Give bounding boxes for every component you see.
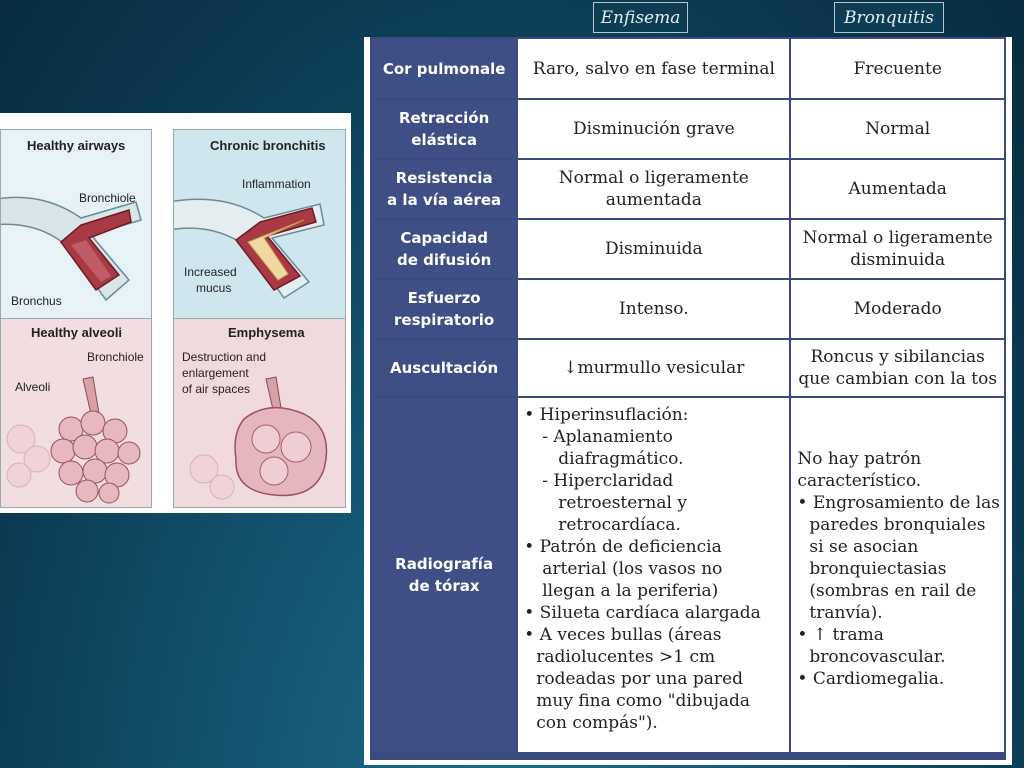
row-header [371, 397, 517, 753]
cell-line: Intenso. [619, 299, 689, 319]
table-row [371, 159, 1005, 219]
cell-line: Moderado [853, 299, 942, 319]
row-header-line: Capacidad [400, 229, 488, 247]
bullet-item: • Cardiomegalia. [797, 669, 945, 689]
bullet-item: • Silueta cardíaca alargada [524, 603, 761, 623]
bullet-item: • Hiperinsuflación: [524, 405, 689, 425]
bullet-cont: radiolucentes >1 cm [536, 647, 716, 667]
cell-line: Normal o ligeramente [802, 228, 993, 248]
sub-item: retroesternal y [558, 493, 687, 513]
emphysema-drawing [174, 319, 346, 508]
text-line: No hay patrón [797, 449, 922, 469]
cell-bronquitis [790, 99, 1005, 159]
bullet-cont: (sombras en rail de [809, 581, 977, 601]
row-header-line: Esfuerzo [407, 289, 481, 307]
bullet-item: • Engrosamiento de las [797, 493, 1000, 513]
table-row-radiografia [371, 397, 1005, 753]
sub-item: - Aplanamiento [542, 427, 673, 447]
table-bottom-border [370, 752, 1006, 760]
row-header-line: de tórax [408, 577, 480, 595]
bullet-item: • A veces bullas (áreas [524, 625, 722, 645]
row-header [371, 38, 517, 99]
row-header [371, 279, 517, 339]
sub-item: diafragmático. [558, 449, 684, 469]
cell-bronquitis-radiografia [790, 397, 1005, 753]
cell-enfisema [517, 339, 790, 397]
bullet-cont: bronquiectasias [809, 559, 947, 579]
label-bronchiole-alveoli: Bronchiole [87, 350, 144, 364]
header-enfisema: Enfisema [593, 2, 688, 33]
cell-bronquitis [790, 339, 1005, 397]
sub-item: - Hiperclaridad [542, 471, 674, 491]
comparison-table [370, 37, 1006, 754]
label-bronchiole: Bronchiole [79, 191, 136, 205]
bullet-cont: llegan a la periferia) [542, 581, 719, 601]
row-header [371, 159, 517, 219]
row-header [371, 339, 517, 397]
cell-bronquitis [790, 219, 1005, 279]
cell-line: ↓murmullo vesicular [563, 358, 745, 378]
cell-enfisema [517, 159, 790, 219]
table-row [371, 38, 1005, 99]
bullet-cont: broncovascular. [809, 647, 946, 667]
cell-line: Normal [865, 119, 931, 139]
bullet-item: • Patrón de deficiencia [524, 537, 722, 557]
label-alveoli: Alveoli [15, 380, 51, 394]
row-header-line: Radiografía [395, 555, 494, 573]
row-header-line: Retracción [398, 109, 490, 127]
healthy-airway-drawing [1, 130, 152, 320]
cell-line: Frecuente [853, 58, 942, 79]
cell-line: Disminuida [604, 239, 703, 259]
cell-bronquitis [790, 38, 1005, 99]
row-header-line: de difusión [396, 251, 492, 269]
cell-enfisema [517, 38, 790, 99]
cell-line: aumentada [605, 190, 702, 210]
row-header-line: Resistencia [395, 169, 493, 187]
row-header-line: elástica [411, 131, 477, 149]
cell-line: Roncus y sibilancias [810, 347, 985, 367]
table-row [371, 99, 1005, 159]
row-header [371, 99, 517, 159]
row-header-line: respiratorio [394, 311, 495, 329]
cell-line: Normal o ligeramente [558, 168, 749, 188]
label-destruction: Destruction and [182, 350, 267, 364]
cell-line: Raro, salvo en fase terminal [532, 58, 775, 79]
cell-enfisema-radiografia [517, 397, 790, 753]
title-healthy-airways: Healthy airways [27, 138, 126, 153]
label-enlargement: enlargement [182, 366, 249, 380]
title-chronic-bronchitis: Chronic bronchitis [210, 138, 326, 153]
bullet-cont: si se asocian [809, 537, 919, 557]
healthy-alveoli-drawing [1, 319, 152, 508]
table-row [371, 339, 1005, 397]
label-mucus: mucus [196, 281, 232, 295]
bullet-cont: paredes bronquiales [809, 515, 986, 535]
cell-enfisema [517, 279, 790, 339]
cell-line: que cambian con la tos [798, 369, 998, 389]
label-air-spaces: of air spaces [182, 382, 251, 396]
bullet-cont: rodeadas por una pared [536, 669, 744, 689]
header-bronquitis: Bronquitis [834, 2, 944, 33]
comparison-table-container [364, 37, 1012, 765]
bullet-cont: tranvía). [809, 603, 883, 623]
label-bronchus: Bronchus [11, 294, 62, 308]
cell-line: disminuida [850, 250, 946, 270]
cell-bronquitis [790, 159, 1005, 219]
bullet-cont: con compás"). [536, 713, 658, 733]
row-header-line: Cor pulmonale [382, 59, 506, 78]
row-header [371, 219, 517, 279]
airways-illustration [0, 113, 351, 513]
cell-line: Disminución grave [573, 119, 735, 139]
cell-line: Aumentada [848, 179, 947, 199]
bullet-cont: arterial (los vasos no [542, 559, 723, 579]
label-inflammation: Inflammation [242, 177, 311, 191]
cell-bronquitis [790, 279, 1005, 339]
bullet-cont: muy fina como "dibujada [536, 691, 751, 711]
text-line: característico. [797, 471, 922, 491]
panel-emphysema [173, 318, 346, 508]
cell-enfisema [517, 99, 790, 159]
row-header-line: Auscultación [390, 359, 499, 377]
bullet-item: • ↑ trama [797, 625, 884, 645]
panel-healthy-airways [0, 129, 152, 320]
title-healthy-alveoli: Healthy alveoli [31, 325, 123, 340]
sub-item: retrocardíaca. [558, 515, 681, 535]
table-row [371, 279, 1005, 339]
cell-enfisema [517, 219, 790, 279]
label-increased: Increased [184, 265, 237, 279]
table-row [371, 219, 1005, 279]
title-emphysema: Emphysema [228, 325, 305, 340]
panel-chronic-bronchitis [173, 129, 346, 320]
row-header-line: a la vía aérea [387, 191, 502, 209]
panel-healthy-alveoli [0, 318, 152, 508]
